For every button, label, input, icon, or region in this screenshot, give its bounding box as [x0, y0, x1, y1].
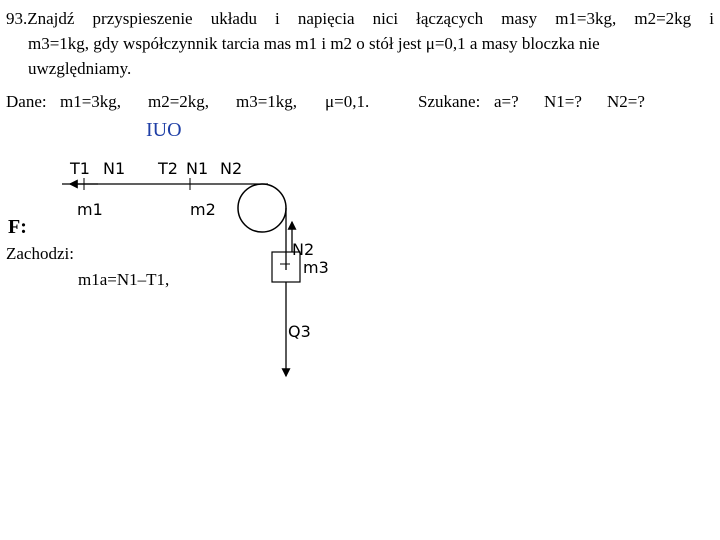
sought-label: Szukane: — [418, 92, 481, 111]
word: m2=2kg — [634, 9, 692, 28]
given-m2: m2=2kg, — [148, 92, 210, 111]
label-N1-mid: N1 — [186, 159, 209, 178]
problem-number: 93. — [6, 9, 28, 28]
sought-a: a=? — [494, 92, 519, 111]
given-label: Dane: — [6, 92, 47, 111]
sought-N1: N1=? — [544, 92, 582, 111]
word: masy — [501, 9, 538, 28]
label-N1-left: N1 — [103, 159, 126, 178]
given-m3: m3=1kg, — [236, 92, 298, 111]
word: układu — [210, 9, 257, 28]
given-m1: m1=3kg, — [60, 92, 122, 111]
given-mu: μ=0,1. — [325, 92, 370, 111]
equation-1: m1a=N1–T1, — [78, 270, 170, 289]
label-m3: m3 — [303, 258, 329, 277]
word: łączących — [416, 9, 484, 28]
label-m1: m1 — [77, 200, 103, 219]
problem-line-2: m3=1kg, gdy współczynnik tarcia mas m1 i m2 o stół jest μ=0,1 a masy bloczka nie — [28, 34, 600, 53]
pulley — [238, 184, 286, 232]
word: i — [275, 9, 280, 28]
word: przyspieszenie — [92, 9, 193, 28]
word: Znajdź — [27, 9, 75, 28]
word: napięcia — [297, 9, 355, 28]
word: i — [709, 9, 714, 28]
word: nici — [372, 9, 399, 28]
label-Q3: Q3 — [288, 322, 311, 341]
label-T2: T2 — [158, 159, 178, 178]
sought-N2: N2=? — [607, 92, 645, 111]
work-intro: Zachodzi: — [6, 244, 74, 263]
label-m2: m2 — [190, 200, 216, 219]
word: m1=3kg, — [555, 9, 617, 28]
label-N2-top: N2 — [220, 159, 243, 178]
label-N2-hang: N2 — [292, 240, 315, 259]
section-label: F: — [8, 216, 27, 238]
problem-line-3: uwzględniamy. — [28, 59, 132, 78]
label-T1: T1 — [70, 159, 90, 178]
frame-label: IUO — [146, 119, 182, 141]
